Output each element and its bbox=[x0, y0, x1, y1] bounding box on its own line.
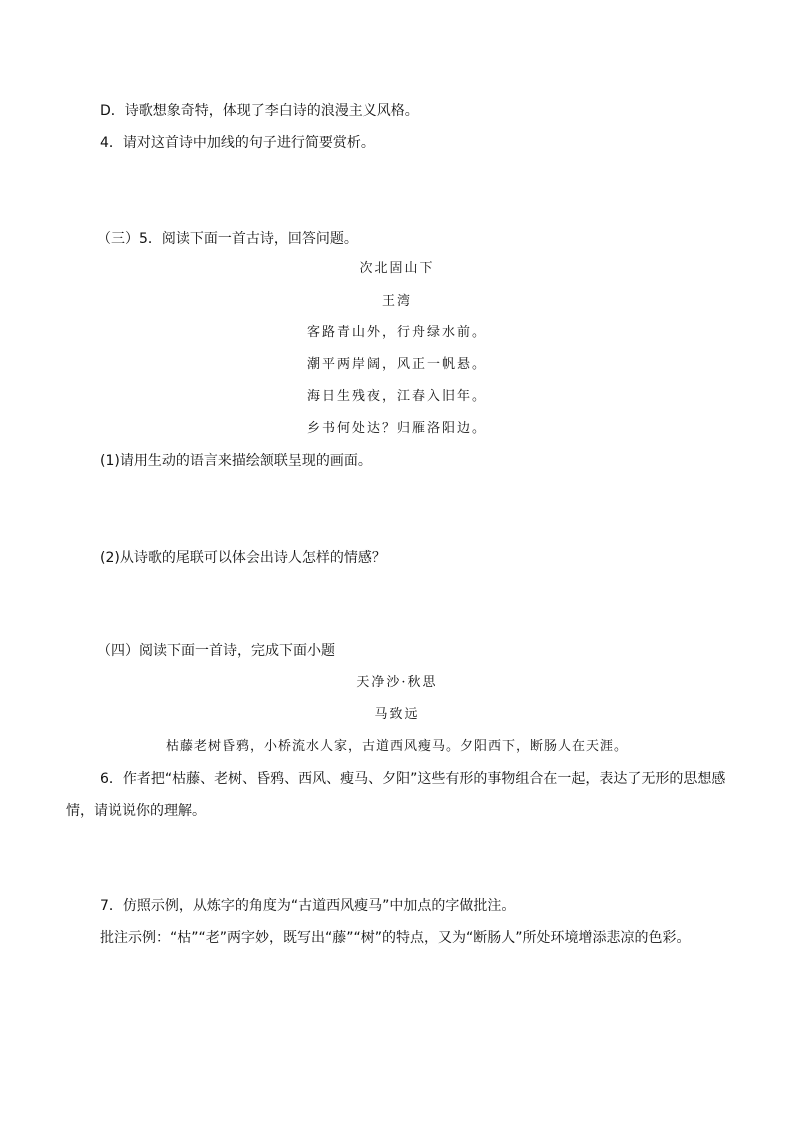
poem-1-line-4: 乡书何处达？归雁洛阳边。 bbox=[306, 421, 487, 436]
option-d-text: D．诗歌想象奇特，体现了李白诗的浪漫主义风格。 bbox=[100, 103, 419, 119]
sub-question-1: (1)请用生动的语言来描绘颔联呈现的画面。 bbox=[100, 453, 372, 469]
poem-1-line-1: 客路青山外，行舟绿水前。 bbox=[306, 325, 487, 340]
poem-2-title: 天净沙·秋思 bbox=[356, 675, 438, 690]
question-6-line-2: 情，请说说你的理解。 bbox=[66, 803, 206, 819]
question-7-text: 7．仿照示例，从炼字的角度为“古道西风瘦马”中加点的字做批注。 bbox=[100, 898, 516, 914]
annotation-example: 批注示例：“枯”“老”两字妙，既写出“藤”“树”的特点，又为“断肠人”所处环境增添悲凉的色彩。 bbox=[100, 930, 691, 946]
poem-1-author: 王湾 bbox=[381, 294, 412, 309]
poem-1-title: 次北固山下 bbox=[359, 261, 435, 276]
question-6-line-1: 6．作者把“枯藤、老树、昏鸦、西风、瘦马、夕阳”这些有形的事物组合在一起，表达了无形的思想感 bbox=[100, 771, 726, 787]
section-3-heading: （三）5．阅读下面一首古诗，回答问题。 bbox=[97, 231, 358, 247]
sub-question-2: (2)从诗歌的尾联可以体会出诗人怎样的情感？ bbox=[100, 550, 386, 566]
section-4-heading: （四）阅读下面一首诗，完成下面小题 bbox=[97, 643, 335, 659]
poem-1-line-2: 潮平两岸阔，风正一帆悬。 bbox=[306, 357, 487, 372]
poem-1-line-3: 海日生残夜，江春入旧年。 bbox=[306, 389, 487, 404]
poem-2-author: 马致远 bbox=[374, 707, 420, 722]
poem-2-line: 枯藤老树昏鸦，小桥流水人家，古道西风瘦马。夕阳西下，断肠人在天涯。 bbox=[165, 739, 628, 754]
question-4-text: 4．请对这首诗中加线的句子进行简要赏析。 bbox=[100, 135, 375, 151]
